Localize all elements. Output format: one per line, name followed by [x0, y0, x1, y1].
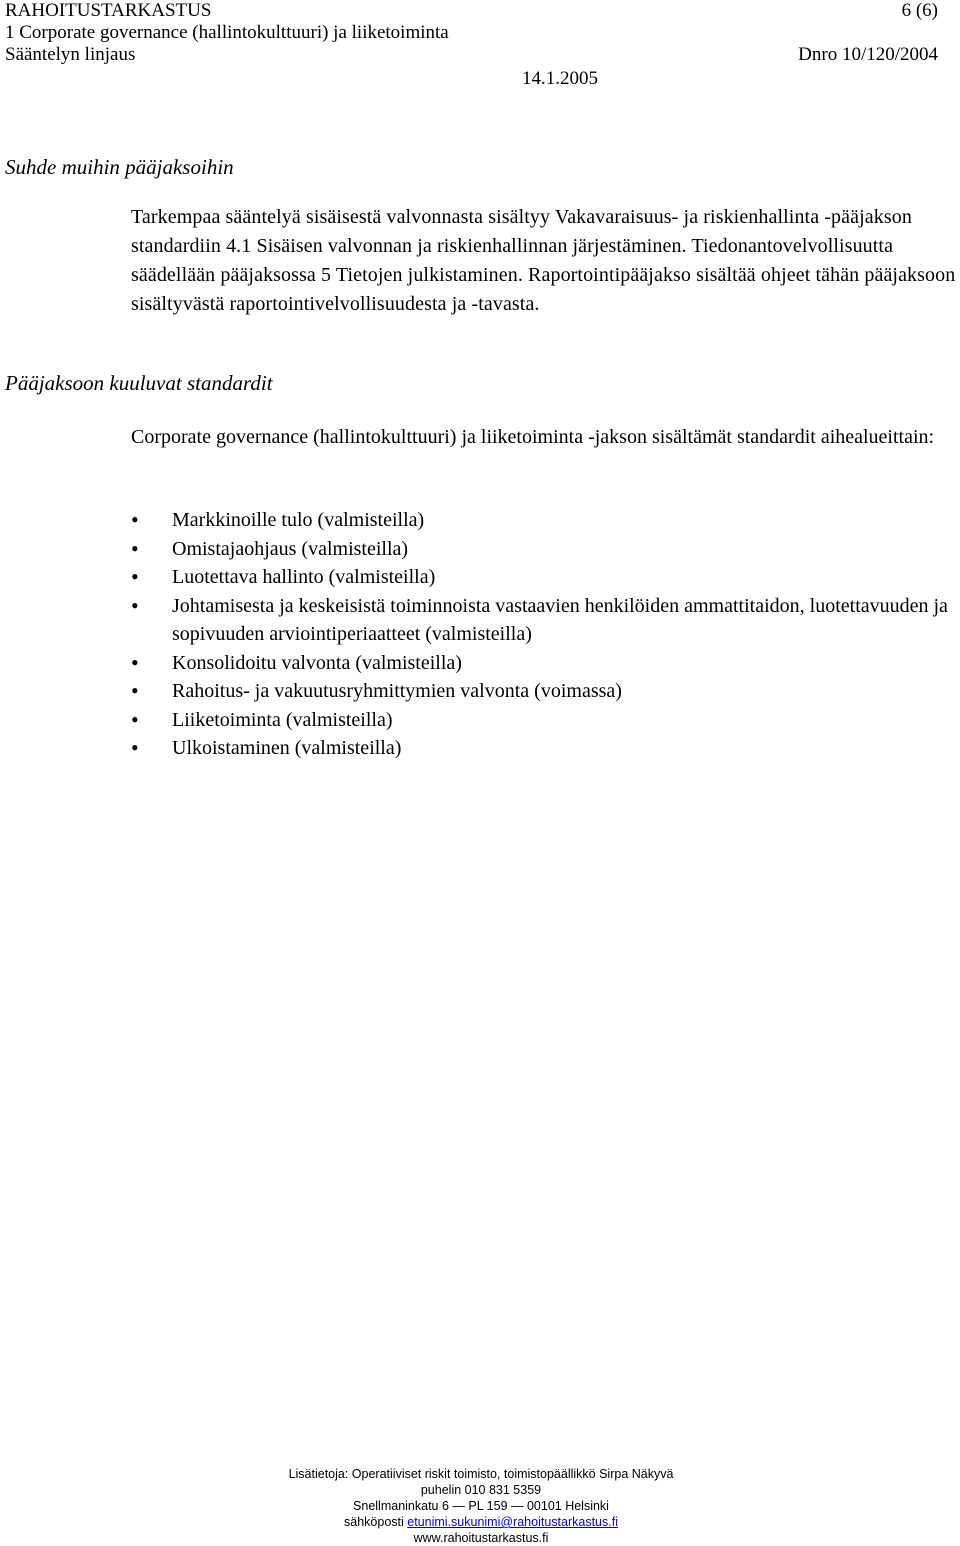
- footer-email-label: sähköposti: [344, 1515, 404, 1529]
- page-footer: [0, 1466, 960, 1546]
- footer-phone: puhelin 010 831 5359: [420, 1483, 542, 1497]
- page-header-row-2: [5, 22, 938, 44]
- list-item: • Omistajaohjaus (valmisteilla): [131, 535, 960, 564]
- list-item: • Konsolidoitu valvonta (valmisteilla): [131, 649, 960, 678]
- footer-info: Lisätietoja: Operatiiviset riskit toimisto, toimistopäällikkö Sirpa Näkyvä: [288, 1467, 674, 1481]
- list-item: • Liiketoiminta (valmisteilla): [131, 706, 960, 735]
- list-item: • Luotettava hallinto (valmisteilla): [131, 563, 960, 592]
- standards-list: [131, 506, 960, 763]
- page-header-row-3: [5, 44, 938, 66]
- diary-number: Dnro 10/120/2004: [798, 44, 938, 65]
- list-item: • Ulkoistaminen (valmisteilla): [131, 734, 960, 763]
- section-heading-standards: Pääjaksoon kuuluvat standardit: [5, 371, 273, 395]
- org-name: RAHOITUSTARKASTUS: [5, 0, 212, 21]
- page-number: 6 (6): [901, 0, 938, 21]
- list-item: • Johtamisesta ja keskeisistä toiminnoista vastaavien henkilöiden ammattitaidon, luotettavuuden ja sopivuuden arviointiperiaatteet (valmisteilla): [131, 592, 960, 649]
- email-link[interactable]: etunimi.sukunimi@rahoitustarkastus.fi: [407, 1515, 618, 1529]
- document-type: Sääntelyn linjaus: [5, 44, 136, 65]
- section-body-standards: Corporate governance (hallintokulttuuri) ja liiketoiminta -jakson sisältämät standardit aihealueittain:: [131, 426, 935, 448]
- page-header-row-1: [5, 0, 938, 22]
- section-heading-relations: Suhde muihin pääjaksoihin: [5, 155, 234, 179]
- document-date: 14.1.2005: [522, 68, 598, 89]
- footer-address: Snellmaninkatu 6 — PL 159 — 00101 Helsinki: [353, 1499, 609, 1513]
- section-body-relations: Tarkempaa sääntelyä sisäisestä valvonnasta sisältyy Vakavaraisuus- ja riskienhallinta -pääjakson standardiin 4.1 Sisäisen valvonnan ja riskienhallinnan järjestäminen. Tiedonantovelvollisuutta säädellään pääjaksossa 5 Tietojen julkistaminen. Raportointipääjakso sisältää ohjeet tähän pääjaksoon sisältyvästä raportointivelvollisuudesta ja -tavasta.: [131, 206, 956, 315]
- footer-web: www.rahoitustarkastus.fi: [413, 1531, 549, 1545]
- footer-email-line: [0, 1514, 960, 1530]
- list-item: • Markkinoille tulo (valmisteilla): [131, 506, 960, 535]
- list-item: • Rahoitus- ja vakuutusryhmittymien valvonta (voimassa): [131, 677, 960, 706]
- section-title: 1 Corporate governance (hallintokulttuuri) ja liiketoiminta: [5, 22, 449, 43]
